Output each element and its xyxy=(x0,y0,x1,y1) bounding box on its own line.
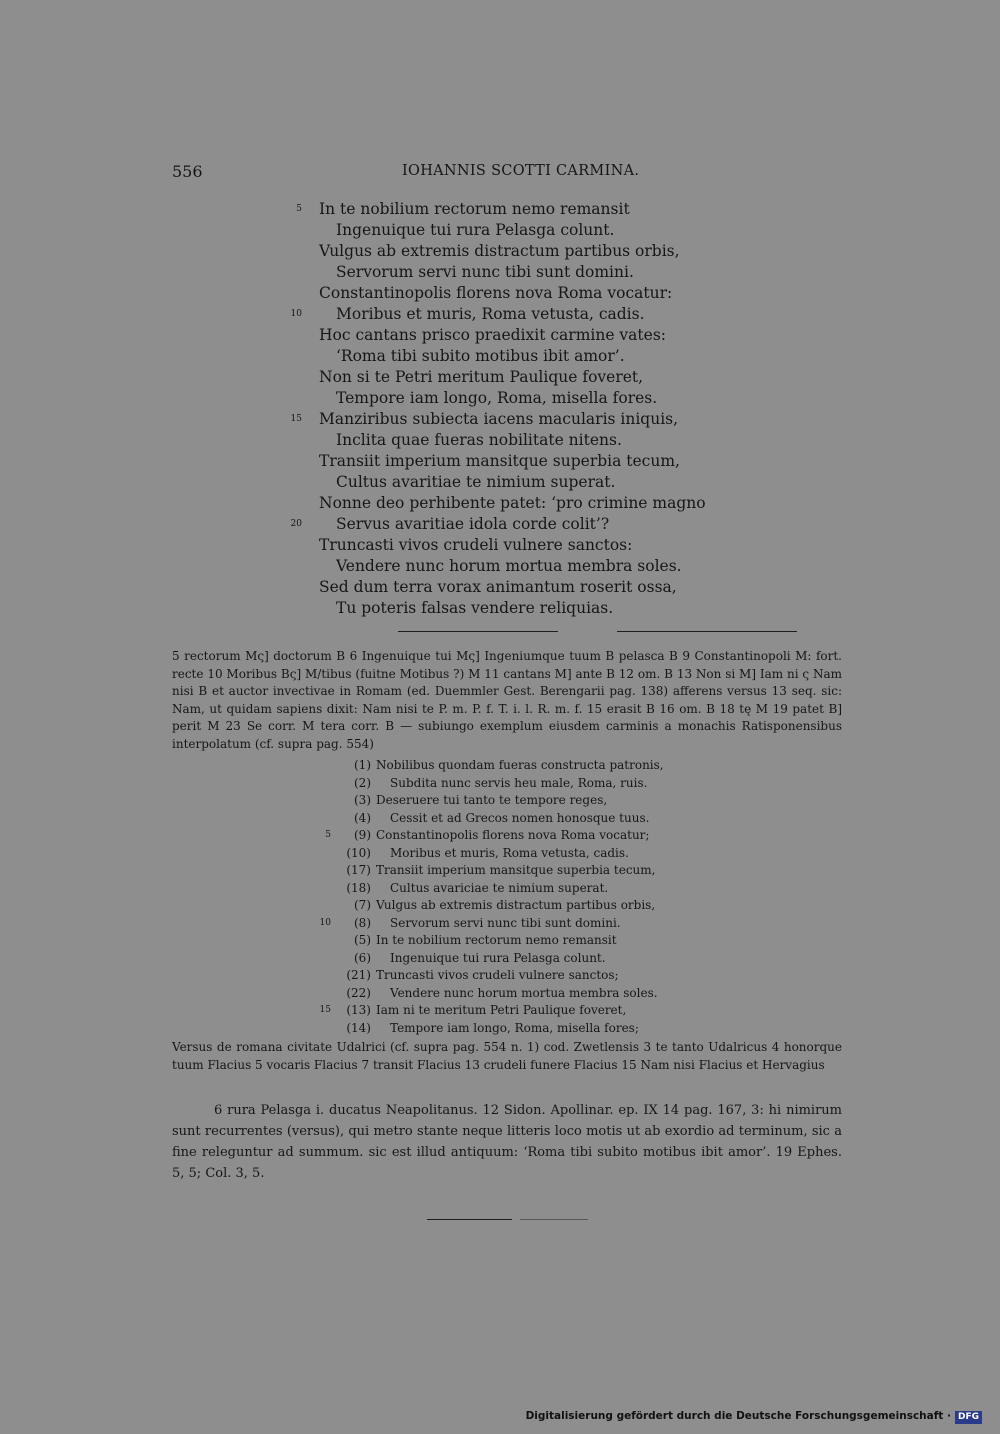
verse-text: Transiit imperium mansitque superbia tecum, xyxy=(376,863,656,877)
original-line-reference: (22) xyxy=(346,985,371,1000)
original-line-reference: (4) xyxy=(354,810,371,825)
critical-apparatus-secondary xyxy=(172,1039,842,1074)
verse-text: Deseruere tui tanto te tempore reges, xyxy=(376,793,608,807)
verse-line xyxy=(0,556,1000,577)
verse-line xyxy=(0,757,1000,775)
verse-text: Vulgus ab extremis distractum partibus orbis, xyxy=(376,898,656,912)
verse-text: Ingenuique tui rura Pelasga colunt. xyxy=(336,221,615,239)
apparatus-rule xyxy=(617,631,797,632)
verse-line xyxy=(0,897,1000,915)
verse-line xyxy=(0,915,1000,933)
original-line-reference: (7) xyxy=(354,898,371,912)
verse-line xyxy=(0,325,1000,346)
verse-line xyxy=(0,792,1000,810)
verse-text: Vendere nunc horum mortua membra soles. xyxy=(390,985,658,1000)
verse-line xyxy=(0,304,1000,325)
verse-text: Nonne deo perhibente patet: ‘pro crimine magno xyxy=(319,494,706,512)
original-line-reference: (5) xyxy=(354,933,371,947)
verse-text: Truncasti vivos crudeli vulnere sanctos: xyxy=(319,536,633,554)
verse-text: Inclita quae fueras nobilitate nitens. xyxy=(336,431,622,449)
verse-line xyxy=(0,451,1000,472)
verse-text: In te nobilium rectorum nemo remansit xyxy=(376,933,617,947)
original-line-reference: (3) xyxy=(354,793,371,807)
end-rule xyxy=(427,1219,512,1220)
verse-text: Transiit imperium mansitque superbia tecum, xyxy=(319,452,680,470)
critical-apparatus xyxy=(172,648,842,753)
original-line-reference: (2) xyxy=(354,775,371,790)
original-line-reference: (6) xyxy=(354,950,371,965)
verse-text: Servorum servi nunc tibi sunt domini. xyxy=(390,915,621,930)
original-line-reference: (10) xyxy=(346,845,371,860)
verse-text: Truncasti vivos crudeli vulnere sanctos; xyxy=(376,968,619,982)
verse-line xyxy=(0,472,1000,493)
dfg-logo: DFG xyxy=(955,1411,982,1424)
verse-text: Cultus avariciae te nimium superat. xyxy=(390,880,609,895)
verse-line xyxy=(0,845,1000,863)
source-notes xyxy=(172,1100,842,1184)
page-number: 556 xyxy=(172,162,203,181)
verse-line xyxy=(0,598,1000,619)
apparatus-paragraph: Versus de romana civitate Udalrici (cf. supra pag. 554 n. 1) cod. Zwetlensis 3 te tanto Udalricus 4 honorque tuum Flacius 5 vocaris Flacius 7 transit Flacius 13 crudeli funere Flacius 15 Nam nisi Flacius et Hervagius xyxy=(172,1040,842,1072)
verse-line xyxy=(0,241,1000,262)
verse-line xyxy=(0,1002,1000,1020)
verse-text: Manziribus subiecta iacens macularis iniquis, xyxy=(319,410,679,428)
verse-line xyxy=(0,827,1000,845)
original-line-reference: (8) xyxy=(354,915,371,930)
verse-line xyxy=(0,985,1000,1003)
verse-text: Constantinopolis florens nova Roma vocatur: xyxy=(319,284,673,302)
verse-text: Tempore iam longo, Roma, misella fores; xyxy=(390,1020,639,1035)
footer-credit xyxy=(526,1410,982,1426)
verse-text: Tu poteris falsas vendere reliquias. xyxy=(336,599,614,617)
original-line-reference: (14) xyxy=(346,1020,371,1035)
verse-text: Ingenuique tui rura Pelasga colunt. xyxy=(390,950,606,965)
verse-line xyxy=(0,862,1000,880)
verse-line xyxy=(0,932,1000,950)
original-line-reference: (1) xyxy=(354,758,371,772)
running-title: IOHANNIS SCOTTI CARMINA. xyxy=(402,163,640,179)
verse-text: Non si te Petri meritum Paulique foveret, xyxy=(319,368,644,386)
verse-line xyxy=(0,577,1000,598)
apparatus-paragraph: 5 rectorum Mς] doctorum B 6 Ingenuique tui Mς] Ingeniumque tuum B pelasca B 9 Constantinopoli M: fort. recte 10 Moribus Bς] M/tibus (fuitne Motibus ?) M 11 cantans M] ante B 12 om. B 13 Non si M] Iam ni ς Nam nisi B et auctor invectivae in Romam (ed. Duemmler Gest. Berengarii pag. 138) afferens versus 13 seq. sic: Nam, ut quidam sapiens dixit: Nam nisi te P. m. P. f. T. i. l. R. m. f. 15 erasit B 16 om. B 18 tę M 19 patet B] perit M 23 Se corr. M tera corr. B — subiungo exemplum eiusdem carminis a monachis Ratisponensibus interpolatum (cf. supra pag. 554) xyxy=(172,649,842,751)
verse-line xyxy=(0,950,1000,968)
verse-line xyxy=(0,775,1000,793)
verse-text: Nobilibus quondam fueras constructa patronis, xyxy=(376,758,664,772)
original-line-reference: (18) xyxy=(346,880,371,895)
verse-line xyxy=(0,535,1000,556)
verse-line xyxy=(0,346,1000,367)
verse-line xyxy=(0,367,1000,388)
verse-text: In te nobilium rectorum nemo remansit xyxy=(319,200,630,218)
verse-text: Vendere nunc horum mortua membra soles. xyxy=(336,557,682,575)
verse-line xyxy=(0,388,1000,409)
verse-text: Constantinopolis florens nova Roma vocatur; xyxy=(376,828,650,842)
verse-line xyxy=(0,409,1000,430)
line-number: 15 xyxy=(290,414,302,424)
verse-text: Servus avaritiae idola corde colit’? xyxy=(336,515,610,533)
verse-line xyxy=(0,262,1000,283)
verse-text: Servorum servi nunc tibi sunt domini. xyxy=(336,263,634,281)
verse-line xyxy=(0,880,1000,898)
poem xyxy=(0,199,1000,619)
verse-text: ‘Roma tibi subito motibus ibit amor’. xyxy=(336,347,625,365)
verse-line xyxy=(0,967,1000,985)
line-number: 5 xyxy=(296,204,302,214)
verse-text: Hoc cantans prisco praedixit carmine vates: xyxy=(319,326,667,344)
line-number: 10 xyxy=(290,309,302,319)
verse-line xyxy=(0,430,1000,451)
verse-text: Sed dum terra vorax animantum roserit ossa, xyxy=(319,578,677,596)
verse-text: Cessit et ad Grecos nomen honosque tuus. xyxy=(390,810,650,825)
verse-text: Subdita nunc servis heu male, Roma, ruis. xyxy=(390,775,648,790)
verse-text: Cultus avaritiae te nimium superat. xyxy=(336,473,616,491)
verse-text: Moribus et muris, Roma vetusta, cadis. xyxy=(336,305,645,323)
verse-line xyxy=(0,199,1000,220)
verse-line xyxy=(0,514,1000,535)
line-number: 10 xyxy=(319,917,331,928)
verse-line xyxy=(0,283,1000,304)
line-number: 5 xyxy=(325,830,331,840)
interpolated-version xyxy=(0,757,1000,1037)
original-line-reference: (13) xyxy=(346,1003,371,1017)
verse-line xyxy=(0,220,1000,241)
footer-text: Digitalisierung gefördert durch die Deutsche Forschungsgemeinschaft · xyxy=(525,1410,951,1422)
line-number: 15 xyxy=(319,1005,331,1015)
verse-text: Vulgus ab extremis distractum partibus orbis, xyxy=(319,242,680,260)
verse-line xyxy=(0,1020,1000,1038)
verse-text: Iam ni te meritum Petri Paulique foveret, xyxy=(376,1003,627,1017)
verse-line xyxy=(0,810,1000,828)
verse-text: Moribus et muris, Roma vetusta, cadis. xyxy=(390,845,629,860)
page-header xyxy=(172,162,842,184)
apparatus-rule xyxy=(398,631,558,632)
verse-text: Tempore iam longo, Roma, misella fores. xyxy=(336,389,658,407)
line-number: 20 xyxy=(290,519,302,529)
end-rule xyxy=(520,1219,588,1220)
notes-paragraph: 6 rura Pelasga i. ducatus Neapolitanus. 12 Sidon. Apollinar. ep. IX 14 pag. 167, 3: hi nimirum sunt recurrentes (versus), qui metro stante neque litteris loco motis ut ab exordio ad terminum, sic a fine releguntur ad summum. sic est illud antiquum: ‘Roma tibi subito motibus ibit amor’. 19 Ephes. 5, 5; Col. 3, 5. xyxy=(172,1103,842,1181)
original-line-reference: (9) xyxy=(354,828,371,842)
verse-line xyxy=(0,493,1000,514)
original-line-reference: (21) xyxy=(346,968,371,982)
original-line-reference: (17) xyxy=(346,863,371,877)
